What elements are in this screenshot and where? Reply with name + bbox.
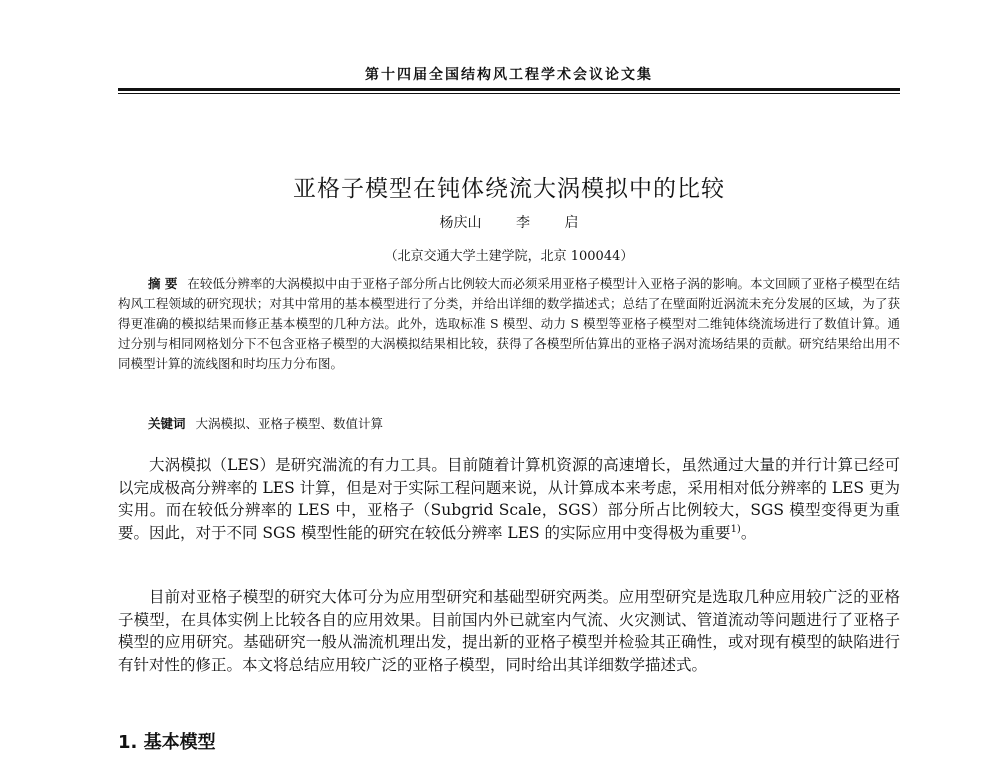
abstract-label: 摘 要 bbox=[148, 276, 178, 291]
body-paragraph-1 bbox=[118, 454, 900, 544]
header-rule-thick bbox=[118, 88, 900, 91]
header-rule-thin bbox=[118, 93, 900, 94]
abstract bbox=[118, 274, 900, 374]
section-title: 基本模型 bbox=[143, 732, 216, 753]
section-heading bbox=[118, 728, 216, 754]
abstract-text: 在较低分辨率的大涡模拟中由于亚格子部分所占比例较大而必须采用亚格子模型计入亚格子涡的影响。本文回顾了亚格子模型在结构风工程领域的研究现状；对其中常用的基本模型进行了分类，并给出详细的数学描述式；总结了在壁面附近涡流未充分发展的区域，为了获得更准确的模拟结果而修正基本模型的几种方法。此外，选取标准 S 模型、动力 S 模型等亚格子模型对二维钝体绕流场进行了数值计算。通过分别与相同网格划分下不包含亚格子模型的大涡模拟结果相比较，获得了各模型所估算出的亚格子涡对流场结果的贡献。研究结果给出用不同模型计算的流线图和时均压力分布图。 bbox=[118, 276, 900, 371]
citation-ref: 1) bbox=[730, 523, 741, 535]
affiliation: （北京交通大学土建学院，北京 100044） bbox=[384, 249, 634, 264]
keywords-text: 大涡模拟、亚格子模型、数值计算 bbox=[195, 416, 384, 431]
paragraph-1-text: 大涡模拟（LES）是研究湍流的有力工具。目前随着计算机资源的高速增长，虽然通过大量的并行计算已经可以完成极高分辨率的 LES 计算，但是对于实际工程问题来说，从计算成本来考虑，采用相对低分辨率的 LES 更为实用。而在较低分辨率的 LES 中，亚格子（Subgrid Scale，SGS）部分所占比例较大，SGS 模型变得更为重要。因此，对于不同 SGS 模型性能的研究在较低分辨率 LES 的实际应用中变得极为重要 bbox=[118, 456, 900, 542]
paragraph-1-end: 。 bbox=[740, 523, 757, 542]
keywords-label: 关键词 bbox=[148, 416, 186, 431]
body-paragraph-2: 目前对亚格子模型的研究大体可分为应用型研究和基础型研究两类。应用型研究是选取几种应用较广泛的亚格子模型，在具体实例上比较各自的应用效果。目前国内外已就室内气流、火灾测试、管道流动等问题进行了亚格子模型的应用研究。基础研究一般从湍流机理出发，提出新的亚格子模型并检验其正确性，或对现有模型的缺陷进行有针对性的修正。本文将总结应用较广泛的亚格子模型，同时给出其详细数学描述式。 bbox=[118, 588, 900, 674]
section-number: 1. bbox=[118, 732, 138, 753]
keywords bbox=[148, 414, 898, 432]
authors: 杨庆山 李 启 bbox=[439, 215, 579, 231]
running-header: 第十四届全国结构风工程学术会议论文集 bbox=[365, 67, 653, 83]
paper-title: 亚格子模型在钝体绕流大涡模拟中的比较 bbox=[293, 176, 725, 202]
